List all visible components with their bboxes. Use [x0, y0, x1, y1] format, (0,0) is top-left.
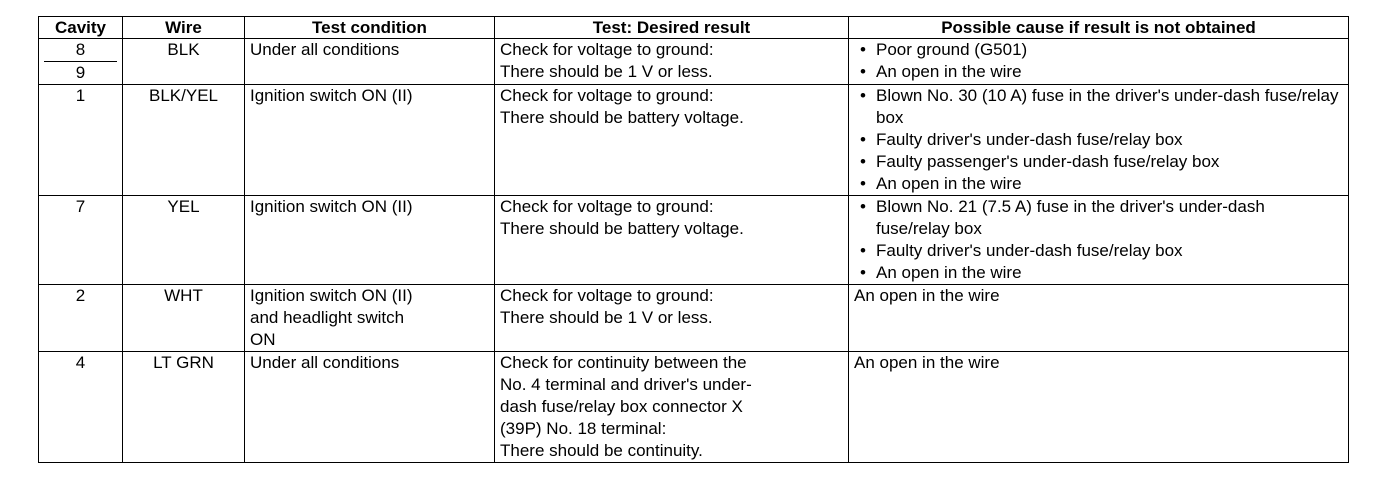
table-row	[39, 352, 1349, 463]
wire-color: LT GRN	[123, 352, 245, 463]
test-condition	[245, 196, 495, 285]
condition-line: Under all conditions	[250, 353, 400, 372]
header-possible-cause: Possible cause if result is not obtained	[849, 17, 1349, 39]
diagnostic-table	[38, 16, 1349, 463]
desired-result	[495, 85, 849, 196]
table-row	[39, 285, 1349, 352]
cavity-number: 4	[39, 352, 123, 463]
cause-item: • Faulty driver's under-dash fuse/relay box	[854, 240, 1343, 262]
possible-causes	[849, 39, 1349, 85]
possible-causes	[849, 196, 1349, 285]
possible-cause-text: An open in the wire	[849, 352, 1349, 463]
condition-line: Ignition switch ON (II)	[250, 286, 413, 305]
condition-line: Ignition switch ON (II)	[250, 86, 413, 105]
table-row	[39, 196, 1349, 285]
cavity-number: 1	[39, 85, 123, 196]
cavity-number: 7	[39, 196, 123, 285]
header-test-condition: Test condition	[245, 17, 495, 39]
result-line: Check for voltage to ground:	[500, 86, 714, 105]
test-condition	[245, 39, 495, 85]
desired-result	[495, 39, 849, 85]
header-desired-result: Test: Desired result	[495, 17, 849, 39]
cause-item: • An open in the wire	[854, 262, 1343, 284]
cavity-number: 8	[44, 39, 117, 62]
cavity-number: 9	[75, 63, 86, 82]
result-line: Check for voltage to ground:	[500, 286, 714, 305]
result-line: There should be 1 V or less.	[500, 308, 713, 327]
result-line: (39P) No. 18 terminal:	[500, 419, 667, 438]
result-line: Check for voltage to ground:	[500, 197, 714, 216]
cause-item: • Faulty driver's under-dash fuse/relay box	[854, 129, 1343, 151]
desired-result	[495, 285, 849, 352]
result-line: There should be battery voltage.	[500, 219, 744, 238]
result-line: No. 4 terminal and driver's under-	[500, 375, 752, 394]
desired-result	[495, 352, 849, 463]
result-line: Check for continuity between the	[500, 353, 747, 372]
wire-color: YEL	[123, 196, 245, 285]
desired-result	[495, 196, 849, 285]
test-condition	[245, 352, 495, 463]
cavity-cell	[39, 39, 123, 85]
header-cavity: Cavity	[39, 17, 123, 39]
result-line: There should be 1 V or less.	[500, 62, 713, 81]
cause-item: • An open in the wire	[854, 61, 1343, 83]
cavity-number: 2	[39, 285, 123, 352]
cause-item: • An open in the wire	[854, 173, 1343, 195]
wire-color: WHT	[123, 285, 245, 352]
possible-causes	[849, 85, 1349, 196]
test-condition	[245, 285, 495, 352]
condition-line: Under all conditions	[250, 40, 400, 59]
possible-cause-text: An open in the wire	[849, 285, 1349, 352]
test-condition	[245, 85, 495, 196]
cause-item: • Blown No. 30 (10 A) fuse in the driver's under-dash fuse/relay box	[854, 85, 1343, 129]
cause-item: • Poor ground (G501)	[854, 39, 1343, 61]
wire-color: BLK/YEL	[123, 85, 245, 196]
condition-line: ON	[250, 330, 276, 349]
condition-line: Ignition switch ON (II)	[250, 197, 413, 216]
result-line: dash fuse/relay box connector X	[500, 397, 743, 416]
table-row	[39, 39, 1349, 85]
condition-line: and headlight switch	[250, 308, 405, 327]
result-line: Check for voltage to ground:	[500, 40, 714, 59]
header-row	[39, 17, 1349, 39]
cause-item: • Blown No. 21 (7.5 A) fuse in the driver's under-dash fuse/relay box	[854, 196, 1343, 240]
result-line: There should be battery voltage.	[500, 108, 744, 127]
header-wire: Wire	[123, 17, 245, 39]
result-line: There should be continuity.	[500, 441, 703, 460]
wire-color: BLK	[123, 39, 245, 85]
table-row	[39, 85, 1349, 196]
cause-item: • Faulty passenger's under-dash fuse/relay box	[854, 151, 1343, 173]
